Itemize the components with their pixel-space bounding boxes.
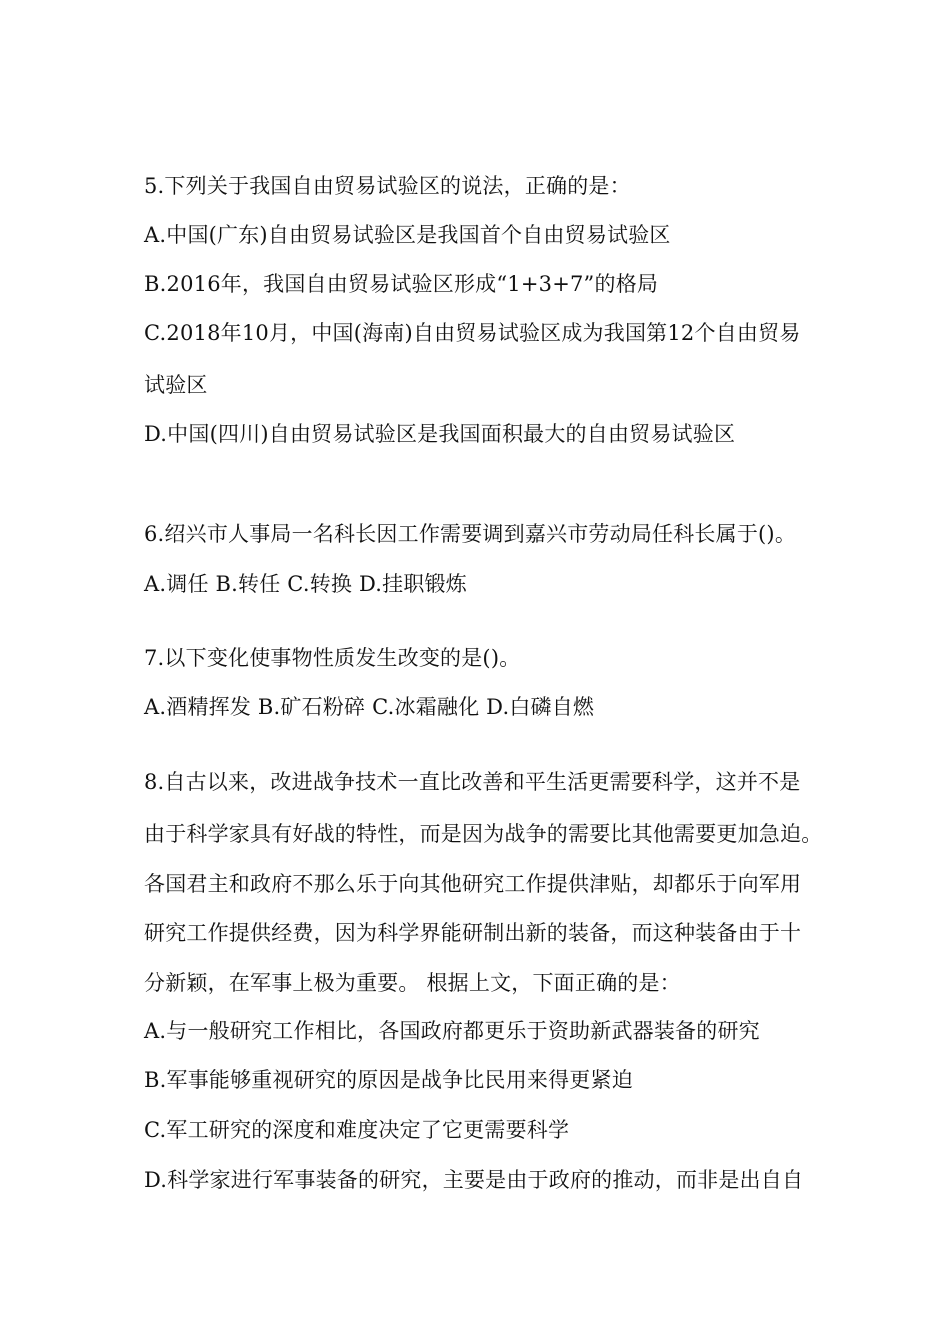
question-8-stem-line-4: 研究工作提供经费，因为科学界能研制出新的装备，而这种装备由于十 [144, 921, 802, 945]
question-8-option-c: C.军工研究的深度和难度决定了它更需要科学 [144, 1118, 570, 1142]
question-7-stem: 7.以下变化使事物性质发生改变的是()。 [144, 646, 521, 670]
question-8-option-b: B.军事能够重视研究的原因是战争比民用来得更紧迫 [144, 1068, 633, 1092]
question-5-option-b: B.2016年，我国自由贸易试验区形成“1+3+7”的格局 [144, 272, 659, 296]
question-6-stem: 6.绍兴市人事局一名科长因工作需要调到嘉兴市劳动局任科长属于()。 [144, 522, 797, 546]
question-8-option-a: A.与一般研究工作相比，各国政府都更乐于资助新武器装备的研究 [144, 1019, 760, 1043]
question-5-option-a: A.中国(广东)自由贸易试验区是我国首个自由贸易试验区 [144, 223, 671, 247]
question-8-stem-line-1: 8.自古以来，改进战争技术一直比改善和平生活更需要科学，这并不是 [144, 770, 801, 794]
question-8-option-d: D.科学家进行军事装备的研究，主要是由于政府的推动，而非是出自自 [144, 1168, 804, 1192]
question-5-stem: 5.下列关于我国自由贸易试验区的说法，正确的是： [144, 174, 631, 198]
question-7-options: A.酒精挥发 B.矿石粉碎 C.冰霜融化 D.白磷自燃 [144, 695, 595, 719]
question-8-stem-line-5: 分新颖，在军事上极为重要。 根据上文，下面正确的是： [144, 971, 681, 995]
question-5-option-c-continued: 试验区 [144, 373, 208, 397]
question-8-stem-line-2: 由于科学家具有好战的特性，而是因为战争的需要比其他需要更加急迫。 [144, 822, 823, 846]
question-6-options: A.调任 B.转任 C.转换 D.挂职锻炼 [144, 572, 467, 596]
question-8-stem-line-3: 各国君主和政府不那么乐于向其他研究工作提供津贴，却都乐于向军用 [144, 872, 802, 896]
question-5-option-c: C.2018年10月，中国(海南)自由贸易试验区成为我国第12个自由贸易 [144, 321, 801, 345]
question-5-option-d: D.中国(四川)自由贸易试验区是我国面积最大的自由贸易试验区 [144, 422, 736, 446]
